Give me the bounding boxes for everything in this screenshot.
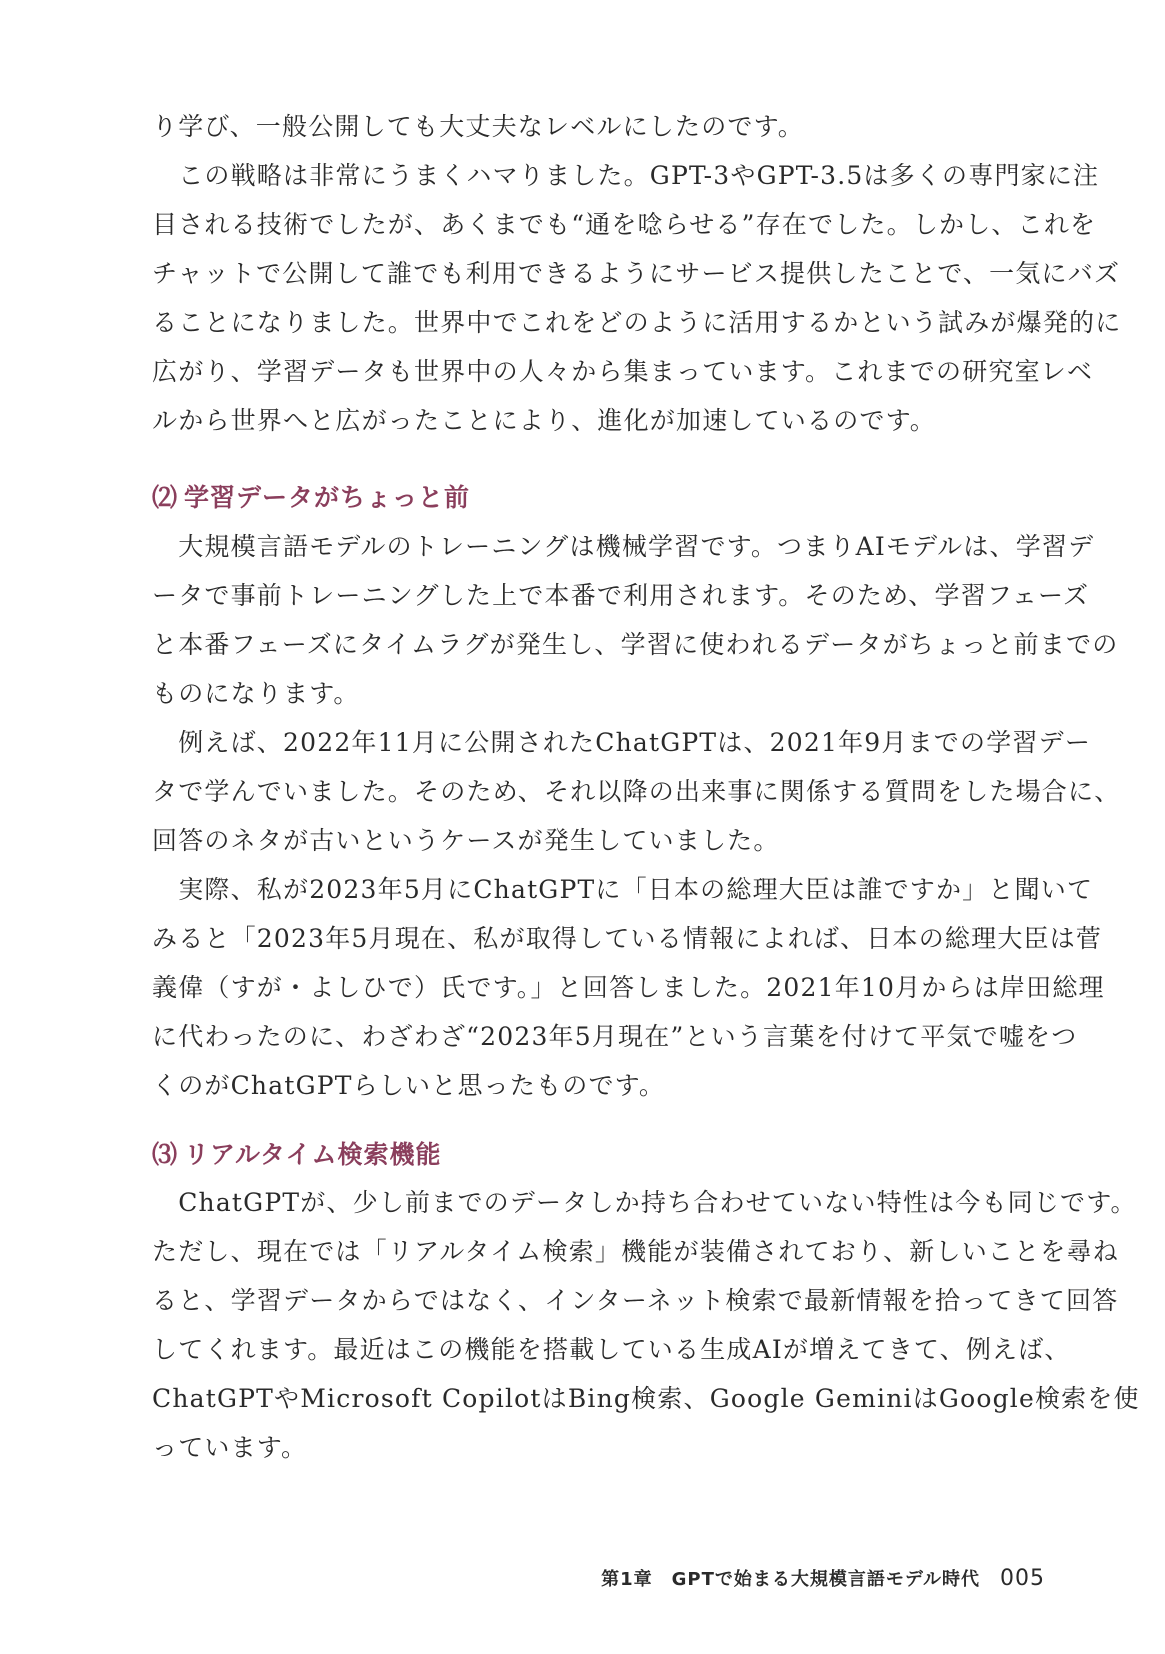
section-number: ⑶ (152, 1140, 179, 1169)
chapter-title: 第1章 GPTで始まる大規模言語モデル時代 (601, 1569, 980, 1590)
text-line: 目される技術でしたが、あくまでも“通を唸らせる”存在でした。しかし、これを (152, 210, 1097, 239)
text-line: ルから世界へと広がったことにより、進化が加速しているのです。 (152, 406, 937, 435)
text-line: ものになります。 (152, 679, 360, 708)
section-2-text (152, 522, 1121, 1110)
text-line: ることになりました。世界中でこれをどのように活用するかという試みが爆発的に (152, 308, 1122, 337)
text-line: ただし、現在では「リアルタイム検索」機能が装備されており、新しいことを尋ね (152, 1237, 1119, 1266)
text-line: 実際、私が2023年5月にChatGPTに「日本の総理大臣は誰ですか」と聞いて (152, 875, 1094, 904)
page-number: 005 (1000, 1566, 1045, 1591)
section-title: リアルタイム検索機能 (184, 1140, 442, 1169)
text-line: っています。 (152, 1433, 308, 1462)
section-3-text (152, 1178, 1140, 1472)
section-number: ⑵ (152, 483, 179, 512)
text-line: 例えば、2022年11月に公開されたChatGPTは、2021年9月までの学習デー (152, 728, 1092, 757)
text-line: ChatGPTやMicrosoft CopilotはBing検索、Google GeminiはGoogle検索を使 (152, 1384, 1140, 1413)
section-heading-3 (152, 1135, 442, 1171)
text-line: ChatGPTが、少し前までのデータしか持ち合わせていない特性は今も同じです。 (152, 1188, 1137, 1217)
text-line: 義偉（すが・よしひで）氏です。」と回答しました。2021年10月からは岸田総理 (152, 973, 1105, 1002)
page-footer (601, 1565, 1045, 1591)
intro-text (152, 102, 1122, 445)
text-line: ると、学習データからではなく、インターネット検索で最新情報を拾ってきて回答 (152, 1286, 1119, 1315)
text-line: に代わったのに、わざわざ“2023年5月現在”という言葉を付けて平気で嘘をつ (152, 1022, 1078, 1051)
text-line: 広がり、学習データも世界中の人々から集まっています。これまでの研究室レベ (152, 357, 1094, 386)
text-line: してくれます。最近はこの機能を搭載している生成AIが増えてきて、例えば、 (152, 1335, 1071, 1364)
text-line: ータで事前トレーニングした上で本番で利用されます。そのため、学習フェーズ (152, 581, 1090, 610)
text-line: 大規模言語モデルのトレーニングは機械学習です。つまりAIモデルは、学習デ (152, 532, 1095, 561)
section-heading-2 (152, 478, 470, 514)
text-line: みると「2023年5月現在、私が取得している情報によれば、日本の総理大臣は菅 (152, 924, 1103, 953)
text-line: この戦略は非常にうまくハマりました。GPT-3やGPT-3.5は多くの専門家に注 (152, 161, 1100, 190)
text-line: 回答のネタが古いというケースが発生していました。 (152, 826, 780, 855)
text-line: り学び、一般公開しても大丈夫なレベルにしたのです。 (152, 112, 805, 141)
text-line: と本番フェーズにタイムラグが発生し、学習に使われるデータがちょっと前までの (152, 630, 1119, 659)
section-title: 学習データがちょっと前 (184, 483, 471, 512)
text-line: チャットで公開して誰でも利用できるようにサービス提供したことで、一気にバズ (152, 259, 1121, 288)
text-line: くのがChatGPTらしいと思ったものです。 (152, 1071, 666, 1100)
text-line: タで学んでいました。そのため、それ以降の出来事に関係する質問をした場合に、 (152, 777, 1121, 806)
